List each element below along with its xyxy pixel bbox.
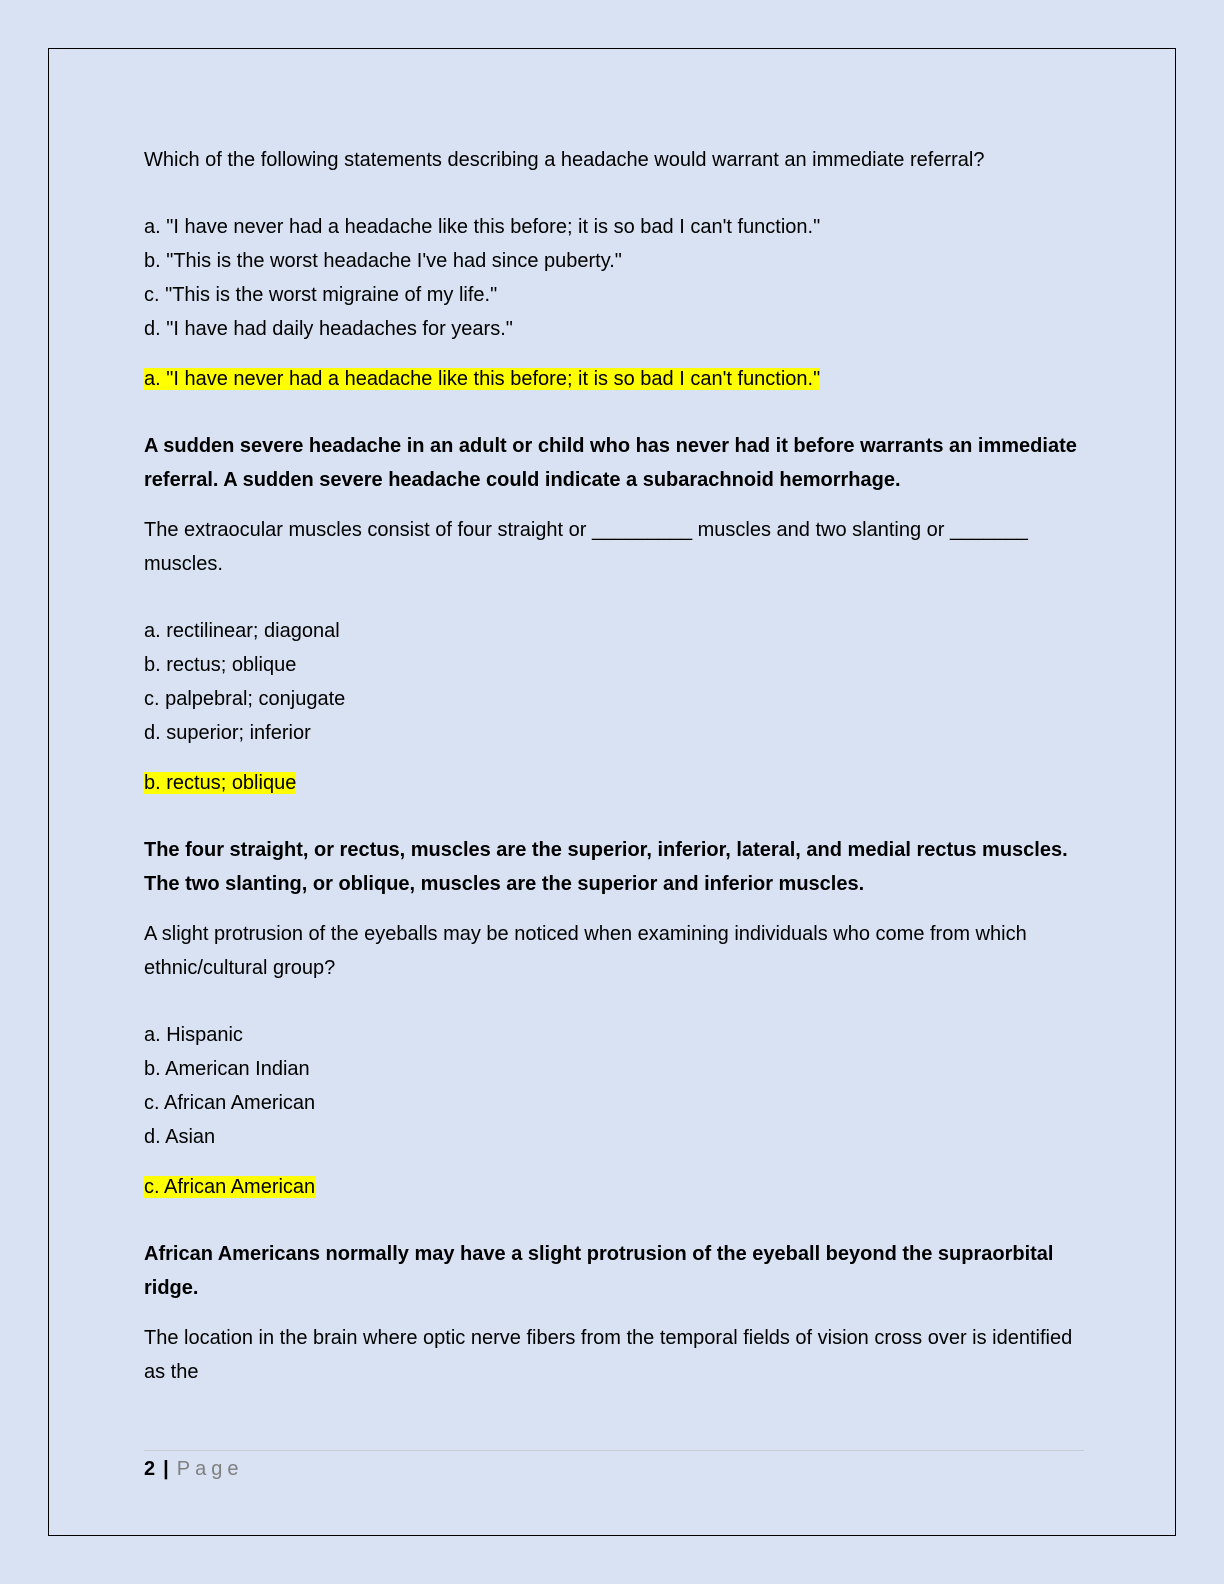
option-list [144, 210, 1084, 346]
page-number: 2 [144, 1458, 156, 1480]
page-footer [144, 1455, 243, 1483]
option-item: b. "This is the worst headache I've had since puberty." [144, 250, 622, 272]
answer-text: a. "I have never had a headache like this before; it is so bad I can't function." [144, 368, 821, 390]
option-item: c. "This is the worst migraine of my life." [144, 284, 498, 306]
document-body [144, 143, 1084, 1422]
option-item: b. rectus; oblique [144, 654, 297, 676]
option-item: c. palpebral; conjugate [144, 688, 346, 710]
answer-text: b. rectus; oblique [144, 772, 297, 794]
question-stem: The location in the brain where optic nerve fibers from the temporal fields of vision cross over is identified as the [144, 1327, 1073, 1383]
footer-divider [144, 1450, 1084, 1451]
option-item: d. superior; inferior [144, 722, 311, 744]
option-item: a. Hispanic [144, 1024, 243, 1046]
highlighted-answer [144, 1170, 1084, 1204]
rationale-text: A sudden severe headache in an adult or child who has never had it before warrants an immediate referral. A sudden severe headache could indicate a subarachnoid hemorrhage. [144, 435, 1077, 491]
highlighted-answer [144, 766, 1084, 800]
option-item: a. rectilinear; diagonal [144, 620, 340, 642]
rationale-text: The four straight, or rectus, muscles are the superior, inferior, lateral, and medial rectus muscles. The two slanting, or oblique, muscles are the superior and inferior muscles. [144, 839, 1068, 895]
rationale-text: African Americans normally may have a slight protrusion of the eyeball beyond the supraorbital ridge. [144, 1243, 1054, 1299]
option-item: d. "I have had daily headaches for years." [144, 318, 513, 340]
option-list [144, 1018, 1084, 1154]
footer-separator: | [163, 1458, 169, 1480]
question-stem: A slight protrusion of the eyeballs may be noticed when examining individuals who come from which ethnic/cultural group? [144, 923, 1027, 979]
option-item: a. "I have never had a headache like this before; it is so bad I can't function." [144, 216, 821, 238]
option-item: d. Asian [144, 1126, 216, 1148]
answer-text: c. African American [144, 1176, 316, 1198]
option-item: c. African American [144, 1092, 316, 1114]
question-stem: Which of the following statements describing a headache would warrant an immediate referral? [144, 149, 985, 171]
question-stem: The extraocular muscles consist of four straight or _________ muscles and two slanting or _______ muscles. [144, 519, 1028, 575]
option-list [144, 614, 1084, 750]
option-item: b. American Indian [144, 1058, 310, 1080]
highlighted-answer [144, 362, 1084, 396]
page-label: Page [176, 1458, 244, 1480]
